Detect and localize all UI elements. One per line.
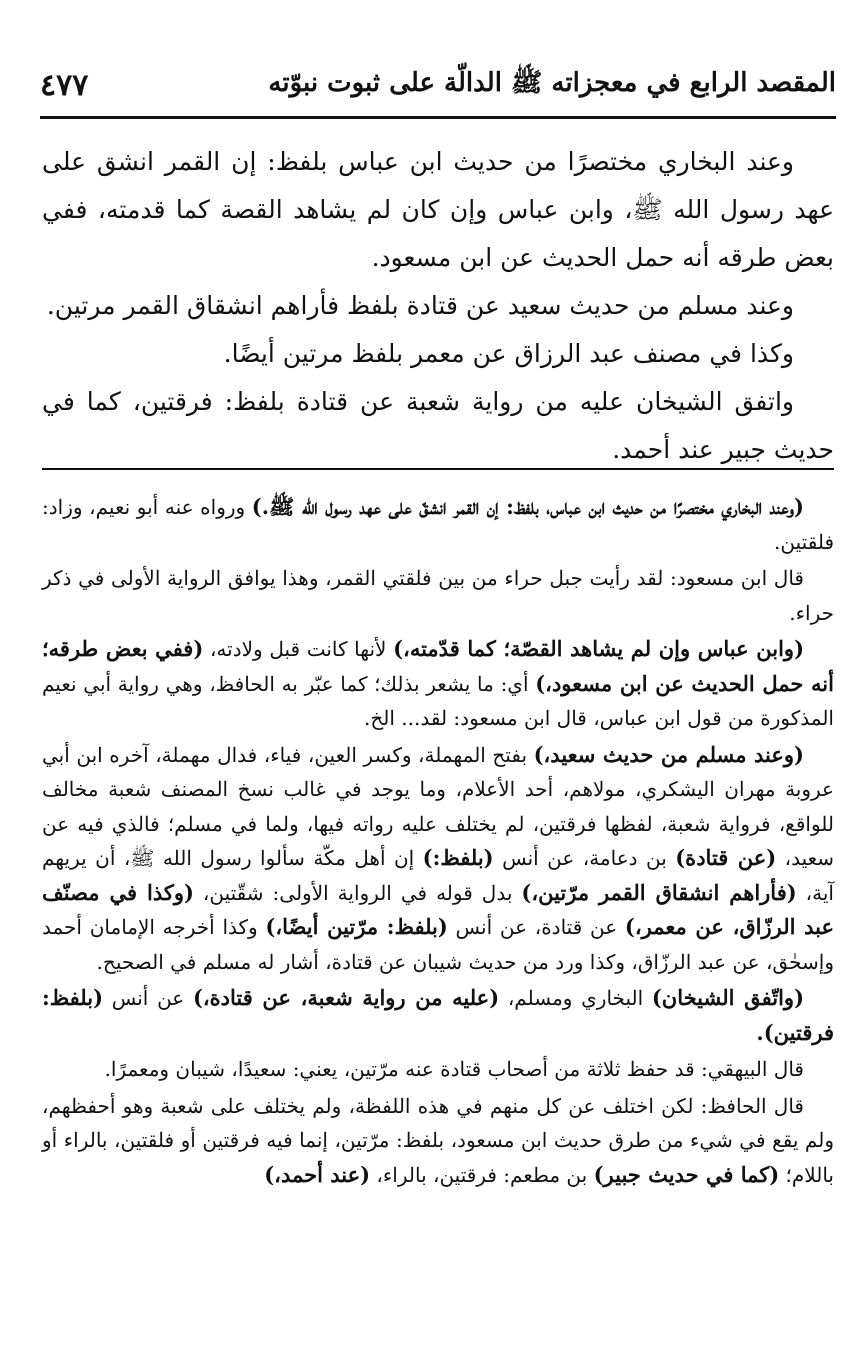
quoted-matn: (عند أحمد،)	[264, 1161, 371, 1187]
commentary-text: بفتح المهملة، وكسر العين، فياء، فدال مهملة، آخره ابن أبي عروبة مهران اليشكري، مولاهم، أحد الأعلام، وما يوجد في غالب نسخ المصنف شعبة مخالف للواقع، فرواية شعبة، لفظها فرقتين، لم يختلف عليه رواته فيها، ولما في مسلم؛ فالذي فيه عن سعيد،	[42, 742, 835, 870]
quoted-matn: (بلفظ: فرقتين).	[42, 985, 834, 1045]
commentary-text: بن دعامة، عن أنس	[493, 846, 676, 870]
commentary-text: أي: ما يشعر بذلك؛ كما عبّر به الحافظ، وهي رواية أبي نعيم المذكورة من قول ابن عباس، قال ابن مسعود: لقد... الخ.	[42, 671, 834, 730]
commentary-paragraph	[42, 738, 834, 980]
page-header	[40, 60, 836, 110]
quoted-matn: (ففي بعض طرقه؛ أنه حمل الحديث عن ابن مسعود،)	[42, 636, 834, 696]
commentary-text: بدل قوله في الرواية الأولى: شقّتين،	[193, 880, 522, 905]
quoted-matn: (عن قتادة)	[675, 845, 777, 870]
commentary-text: بن مطعم: فرقتين، بالراء،	[370, 1162, 594, 1187]
quoted-matn: (وابن عباس وإن لم يشاهد القصّة؛ كما قدّمته،)	[393, 636, 805, 661]
main-paragraph: واتفق الشيخان عليه من رواية شعبة عن قتادة بلفظ: فرقتين، كما في حديث جبير عند أحمد.	[42, 387, 834, 464]
header-rule	[40, 116, 836, 119]
commentary-text: البخاري ومسلم،	[499, 986, 652, 1010]
quoted-matn: (بلفظ: مرّتين أيضًا،)	[265, 914, 448, 939]
commentary-paragraph	[42, 981, 834, 1050]
commentary-text: عن أنس	[103, 986, 193, 1010]
quoted-matn: (فأراهم انشقاق القمر مرّتين،)	[521, 879, 797, 905]
commentary-text: قال البيهقي: قد حفظ ثلاثة من أصحاب قتادة عنه مرّتين، يعني: سعيدًا، شيبان ومعمرًا.	[104, 1057, 804, 1081]
separator-rule	[42, 468, 834, 470]
commentary-text: وكذا أخرجه الإمامان أحمد وإسحٰق، عن عبد الرزّاق، وكذا ورد من حديث شيبان عن قتادة، أشار له مسلم في الصحيح.	[42, 915, 834, 974]
commentary-text: قال الحافظ: لكن اختلف عن كل منهم في هذه اللفظة، ولم يختلف على شعبة وهو أحفظهم، ولم يقع في شيء من طرق حديث ابن مسعود، بلفظ: مرّتين، إنما فيه فرقتين أو فلقتين، بالراء أو باللام؛	[42, 1093, 834, 1187]
commentary-paragraph	[42, 1052, 834, 1087]
commentary-paragraph	[42, 1089, 834, 1193]
commentary-text: لأنها كانت قبل ولادته،	[203, 637, 394, 661]
main-paragraph: وكذا في مصنف عبد الرزاق عن معمر بلفظ مرتين أيضًا.	[223, 339, 794, 368]
commentary-text: ورواه عنه أبو نعيم، وزاد: فلقتين.	[42, 495, 834, 554]
main-paragraph: وعند البخاري مختصرًا من حديث ابن عباس بلفظ: إن القمر انشق على عهد رسول الله ﷺ، وابن عباس وإن كان لم يشاهد القصة كما قدمته، ففي بعض طرقه أنه حمل الحديث عن ابن مسعود.	[42, 147, 834, 272]
commentary-paragraph	[42, 561, 834, 630]
commentary-text: إن أهل مكّة سألوا رسول الله ﷺ، أن يريهم آية،	[42, 846, 834, 905]
quoted-matn: (وعند البخاري مختصرًا من حديث ابن عباس، بلفظ: إن القمر انشقّ على عهد رسول الله ﷺ.)	[251, 494, 804, 519]
quoted-matn: (بلفظ:)	[422, 845, 494, 870]
commentary-paragraph	[42, 490, 834, 559]
quoted-matn: (وكذا في مصنّف عبد الرزّاق، عن معمر،)	[42, 879, 835, 939]
commentary-text: قال ابن مسعود: لقد رأيت جبل حراء من بين فلقتي القمر، وهذا يوافق الرواية الأولى في ذكر حراء.	[42, 566, 834, 625]
quoted-matn: (عليه من رواية شعبة، عن قتادة،)	[192, 985, 500, 1010]
quoted-matn: (واتّفق الشيخان)	[651, 985, 805, 1010]
quoted-matn: (وعند مسلم من حديث سعيد،)	[533, 741, 804, 767]
quoted-matn: (كما في حديث جبير)	[593, 1161, 780, 1187]
main-paragraph: وعند مسلم من حديث سعيد عن قتادة بلفظ فأراهم انشقاق القمر مرتين.	[46, 291, 794, 320]
commentary-text: عن قتادة، عن أنس	[447, 915, 625, 939]
page-number: ٤٧٧	[40, 67, 89, 103]
commentary	[42, 490, 834, 1194]
commentary-paragraph	[42, 632, 834, 736]
main-text	[42, 138, 834, 474]
running-title: المقصد الرابع في معجزاته ﷺ الدالّة على ثبوت نبوّته	[268, 68, 836, 98]
